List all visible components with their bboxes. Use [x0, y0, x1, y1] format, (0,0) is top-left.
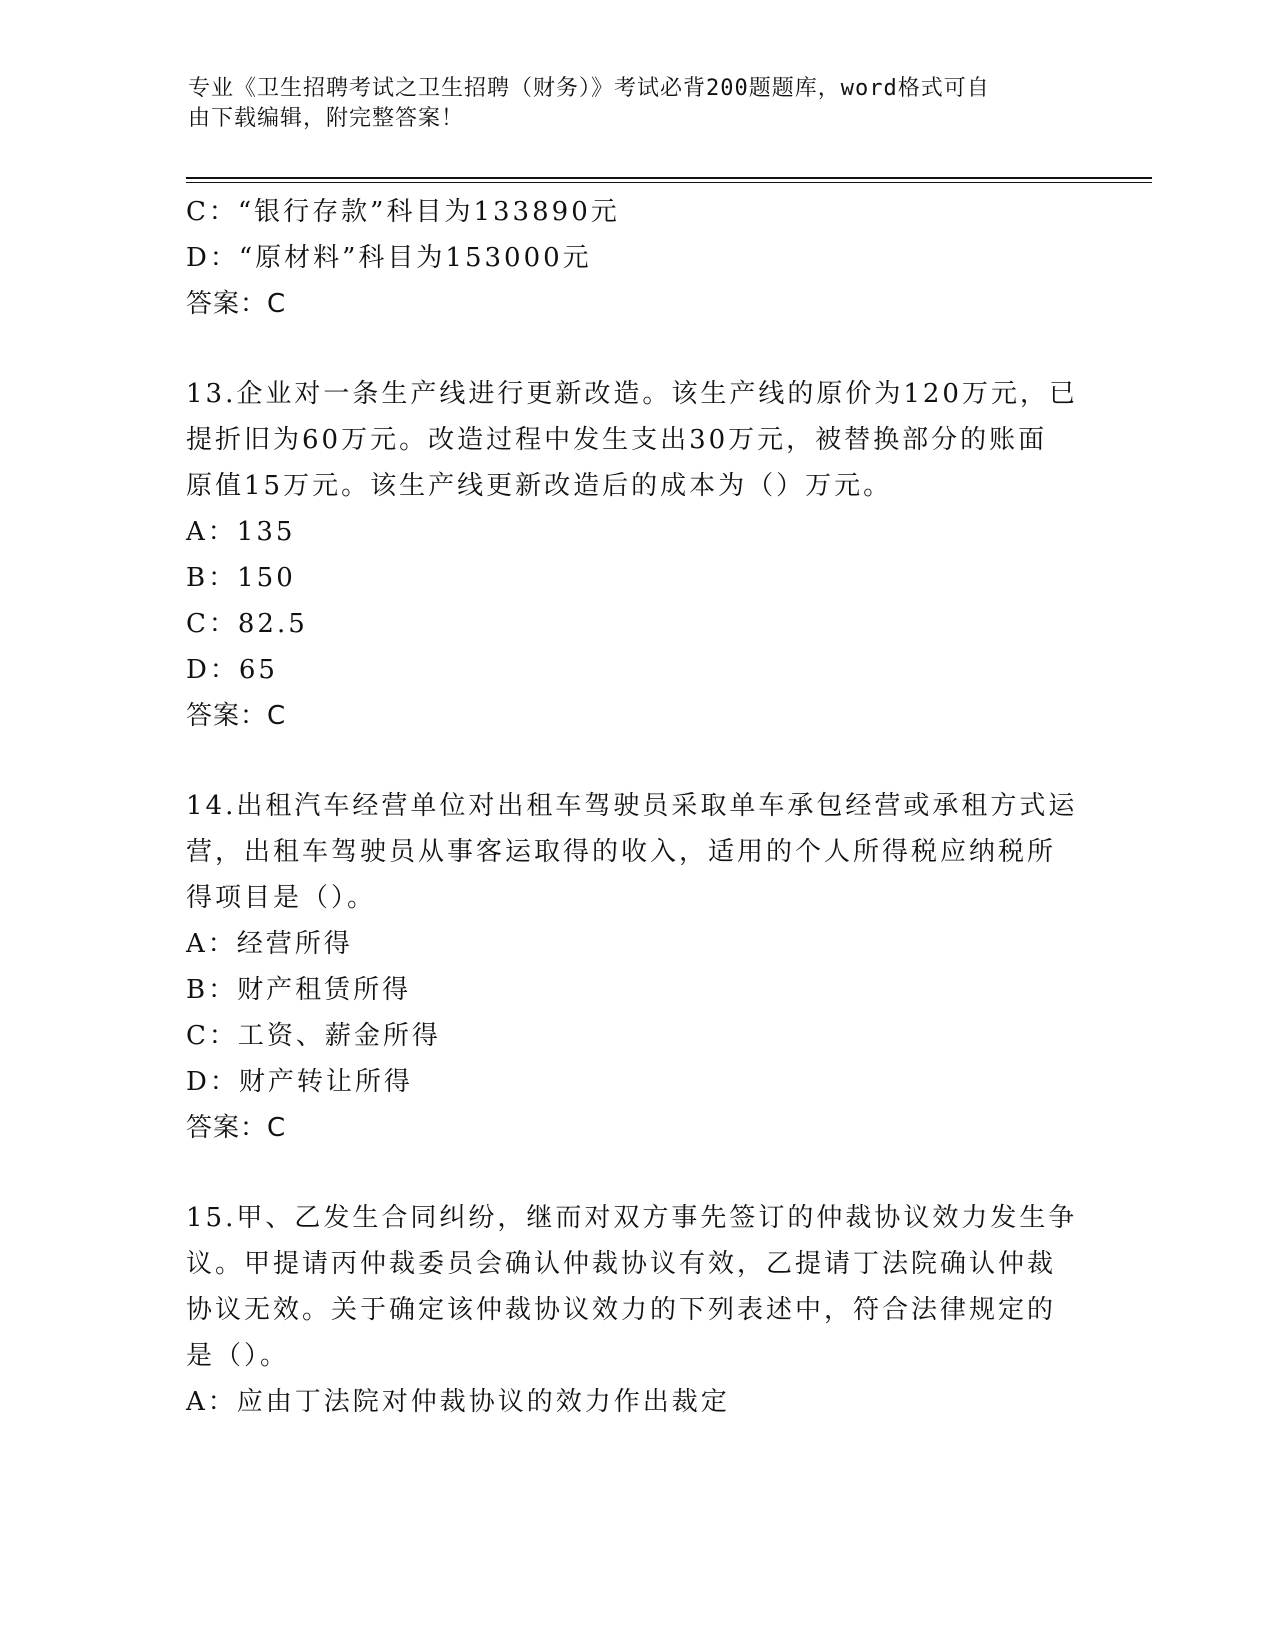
question-12 — [186, 189, 1086, 327]
question-stem-line: 得项目是（）。 — [186, 883, 377, 913]
answer-label: 答案：C — [186, 1113, 287, 1143]
answer-label: 答案：C — [186, 289, 287, 319]
question-list — [186, 189, 1086, 1425]
question-stem-line: 营，出租车驾驶员从事客运取得的收入，适用的个人所得税应纳税所 — [186, 837, 1057, 867]
question-stem-line: 协议无效。关于确定该仲裁协议效力的下列表述中，符合法律规定的 — [186, 1295, 1057, 1325]
option-c: C：工资、薪金所得 — [186, 1021, 441, 1051]
question-gap — [186, 327, 1086, 371]
answer-label: 答案：C — [186, 701, 287, 731]
header-line-1: 专业《卫生招聘考试之卫生招聘（财务）》考试必背200题题库，word格式可自 — [188, 76, 990, 101]
header-line-2: 由下载编辑，附完整答案！ — [188, 106, 465, 131]
option-d: D：财产转让所得 — [186, 1067, 413, 1097]
question-stem-line: 是（）。 — [186, 1341, 290, 1371]
question-15 — [186, 1195, 1086, 1425]
question-stem-line: 14.出租汽车经营单位对出租车驾驶员采取单车承包经营或承租方式运 — [186, 791, 1078, 821]
document-header — [188, 74, 1068, 134]
question-14 — [186, 783, 1086, 1151]
option-d: D：65 — [186, 655, 278, 685]
option-a: A：应由丁法院对仲裁协议的效力作出裁定 — [186, 1387, 730, 1417]
question-stem-line: 议。甲提请丙仲裁委员会确认仲裁协议有效，乙提请丁法院确认仲裁 — [186, 1249, 1057, 1279]
question-gap — [186, 1151, 1086, 1195]
header-divider-thin — [186, 182, 1152, 183]
option-b: B：财产租赁所得 — [186, 975, 412, 1005]
question-stem-line: 13.企业对一条生产线进行更新改造。该生产线的原价为120万元，已 — [186, 379, 1078, 409]
question-stem-line: 提折旧为60万元。改造过程中发生支出30万元，被替换部分的账面 — [186, 425, 1048, 455]
question-stem-line: 15.甲、乙发生合同纠纷，继而对双方事先签订的仲裁协议效力发生争 — [186, 1203, 1078, 1233]
question-13 — [186, 371, 1086, 739]
header-divider-thick — [186, 177, 1152, 179]
question-gap — [186, 739, 1086, 783]
option-b: B：150 — [186, 563, 296, 593]
option-c: C：82.5 — [186, 609, 308, 639]
question-stem-line: 原值15万元。该生产线更新改造后的成本为（）万元。 — [186, 471, 893, 501]
option-a: A：经营所得 — [186, 929, 353, 959]
option-a: A：135 — [186, 517, 296, 547]
option-d: D：“原材料”科目为153000元 — [186, 243, 592, 273]
option-c: C：“银行存款”科目为133890元 — [186, 197, 620, 227]
